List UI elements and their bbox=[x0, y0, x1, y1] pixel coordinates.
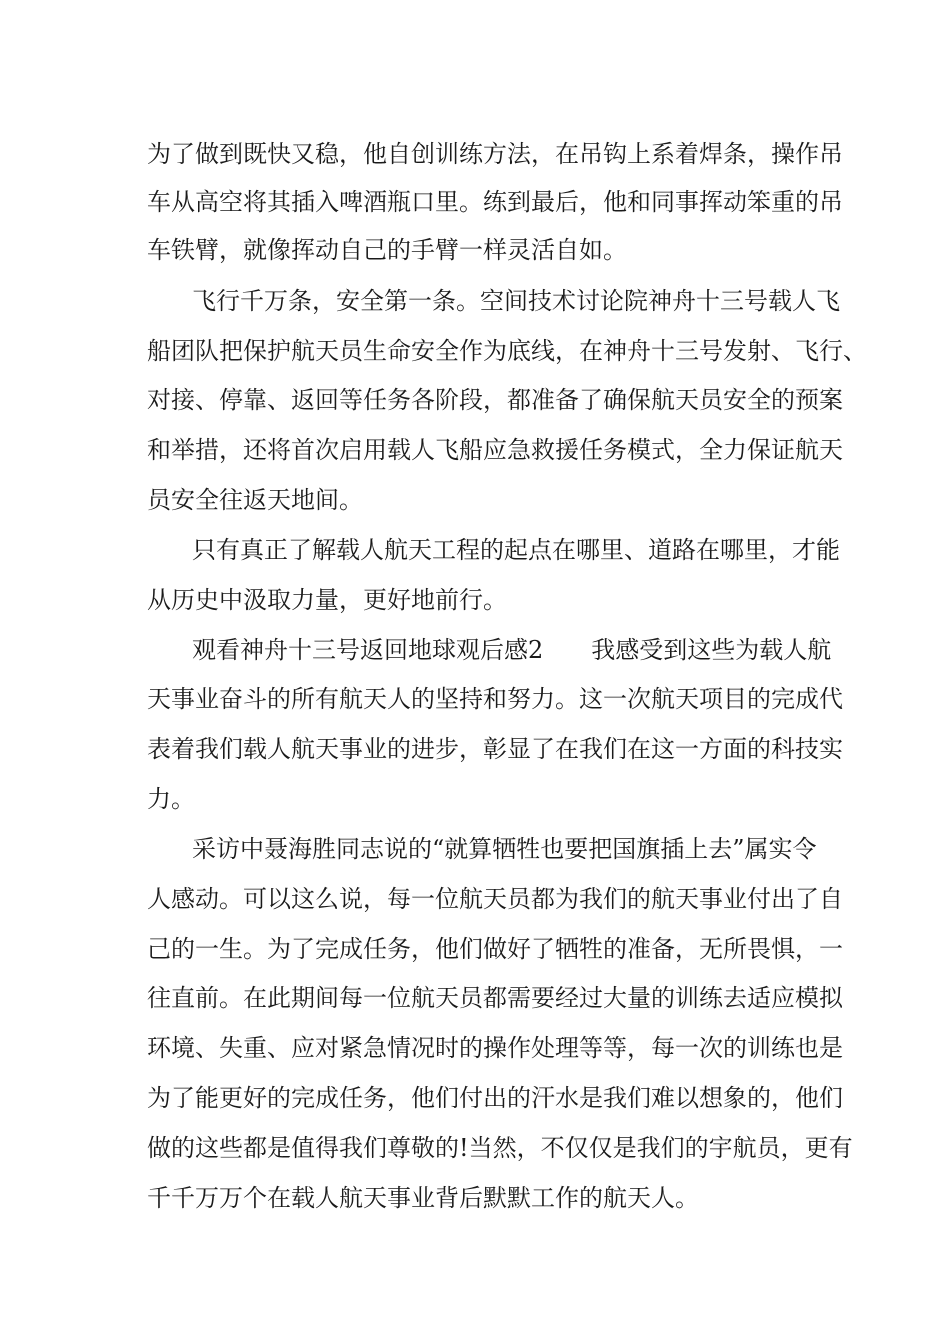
paragraph-5-line-3: 己的一生。为了完成任务，他们做好了牺牲的准备，无所畏惧，一 bbox=[147, 935, 843, 963]
paragraph-5-line-4: 往直前。在此期间每一位航天员都需要经过大量的训练去适应模拟 bbox=[147, 984, 843, 1012]
paragraph-1-line-1: 为了做到既快又稳，他自创训练方法，在吊钩上系着焊条，操作吊 bbox=[147, 140, 843, 168]
paragraph-5-line-7: 做的这些都是值得我们尊敬的!当然，不仅仅是我们的宇航员，更有 bbox=[147, 1134, 853, 1162]
paragraph-5-line-1: 采访中聂海胜同志说的“就算牺牲也要把国旗插上去”属实令 bbox=[192, 835, 817, 863]
paragraph-1-line-3: 车铁臂，就像挥动自己的手臂一样灵活自如。 bbox=[147, 236, 627, 264]
paragraph-2-line-1: 飞行千万条，安全第一条。空间技术讨论院神舟十三号载人飞 bbox=[192, 287, 840, 315]
paragraph-1-line-2: 车从高空将其插入啤酒瓶口里。练到最后，他和同事挥动笨重的吊 bbox=[147, 188, 843, 216]
paragraph-3-line-2: 从历史中汲取力量，更好地前行。 bbox=[147, 586, 507, 614]
paragraph-2-line-4: 和举措，还将首次启用载人飞船应急救援任务模式，全力保证航天 bbox=[147, 436, 843, 464]
paragraph-5-line-5: 环境、失重、应对紧急情况时的操作处理等等，每一次的训练也是 bbox=[147, 1034, 843, 1062]
paragraph-3-line-1: 只有真正了解载人航天工程的起点在哪里、道路在哪里，才能 bbox=[192, 536, 840, 564]
essay-title: 观看神舟十三号返回地球观后感2 bbox=[192, 636, 544, 664]
paragraph-4-line-3: 表着我们载人航天事业的进步，彰显了在我们在这一方面的科技实 bbox=[147, 735, 843, 763]
paragraph-4-line-1-text: 我感受到这些为载人航 bbox=[591, 636, 832, 664]
paragraph-4-line-2: 天事业奋斗的所有航天人的坚持和努力。这一次航天项目的完成代 bbox=[147, 685, 843, 713]
paragraph-5-line-2: 人感动。可以这么说，每一位航天员都为我们的航天事业付出了自 bbox=[147, 885, 843, 913]
paragraph-4-line-1 bbox=[192, 632, 832, 668]
paragraph-2-line-3: 对接、停靠、返回等任务各阶段，都准备了确保航天员安全的预案 bbox=[147, 386, 843, 414]
paragraph-2-line-5: 员安全往返天地间。 bbox=[147, 486, 363, 514]
paragraph-4-line-4: 力。 bbox=[147, 785, 195, 813]
paragraph-5-line-6: 为了能更好的完成任务，他们付出的汗水是我们难以想象的，他们 bbox=[147, 1084, 843, 1112]
paragraph-2-line-2: 船团队把保护航天员生命安全作为底线，在神舟十三号发射、飞行、 bbox=[147, 337, 867, 365]
paragraph-5-line-8: 千千万万个在载人航天事业背后默默工作的航天人。 bbox=[147, 1184, 699, 1212]
